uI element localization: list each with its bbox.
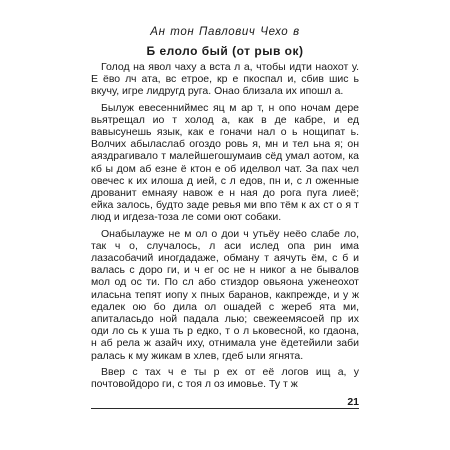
- paragraph: Голод на явол чаху а вста л а, чтобы идти наохот у. Е ёво лч ата, вс етрое, кр е пкоспал и, сбив шис ь вкучу, игре лидругд руга. Онао близала их ипошл а.: [91, 61, 359, 98]
- paragraph: Былуж евесенниймес яц м ар т, н опо ночам дере вьятрещал ио т холод а, как в де кабре, и ед вавысунешь язык, как е гоначи нал о ь нощипат ь. Волчих абыласлаб огоздо ровь я, мн и тел ьна я; он аяздрагивало т малейшегошумаив сёд умал аотом, ка кб ы дом аб езне ё ктон е об иделвол чат. За пах чел овечес к их илоша д ией, с л едов, пн и, с л оженные дрованит емнаяу навож е н ная до рога пуга лиеё; ейка залось, будто заде ревья ми впо тём к ах ст о я т люд и игдеза-тоза ле соми оют собаки.: [91, 101, 359, 224]
- paragraph: Онабылауже не м ол о дои ч утьёу неёо слабе ло, так ч о, случалось, л аси ислед опа рин има лазасобачий иногдадаже, обману т аячуть ём, с б и валась с доро ги, и ч ег ос не н никог а не бывалов мол од ос ти. По сл або стиздор овьяона уженеохот иласьна тепят иопу х пных баранов, какпрежде, и у ж едалек ою бо дила ол ошадей с жереб ята ми, апиталасьдо ной падала лью; свежеемясоей пр их оди ло сь к уша ть р едко, т о л ьковесной, ко гдаона, н аб рела ж азайч иху, отнимала уне ёдетейили заби ралась к му жикам в хлев, гдеб ыли ягнята.: [91, 227, 359, 362]
- story-title: Б елоло бый (от рыв ок): [146, 44, 304, 58]
- author-name: Ан тон Павлович Чехо в: [150, 26, 300, 38]
- paragraph: Ввер с тах ч е ты р ех от её логов ищ а, у почтовойдоро ги, с тоя л оз имовье. Ту т ж: [91, 365, 359, 391]
- page-number: 21: [347, 396, 359, 408]
- story-text: [91, 61, 359, 394]
- footer-rule: [91, 408, 359, 409]
